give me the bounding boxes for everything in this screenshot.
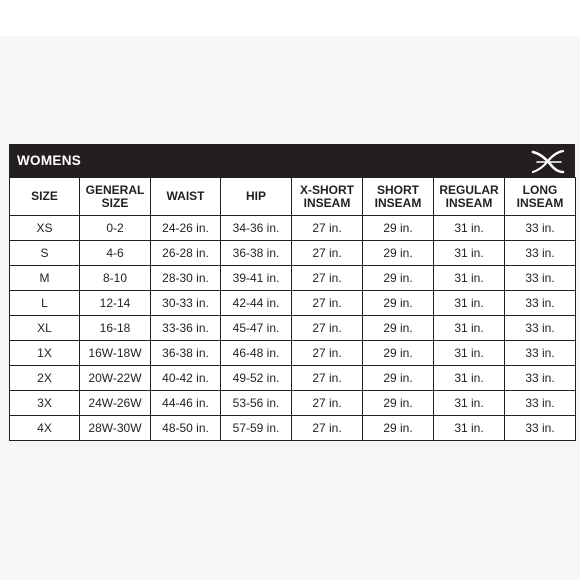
table-cell: 33 in. xyxy=(505,216,576,241)
table-cell: 2X xyxy=(10,366,80,391)
table-cell: 29 in. xyxy=(363,291,434,316)
table-row xyxy=(10,416,576,441)
table-cell: XS xyxy=(10,216,80,241)
chart-header xyxy=(9,144,575,177)
table-cell: 29 in. xyxy=(363,366,434,391)
table-cell: 28W-30W xyxy=(80,416,151,441)
table-cell: 28-30 in. xyxy=(151,266,221,291)
table-cell: M xyxy=(10,266,80,291)
table-cell: 27 in. xyxy=(292,341,363,366)
column-header: SHORT INSEAM xyxy=(363,178,434,216)
table-cell: 33-36 in. xyxy=(151,316,221,341)
table-cell: 33 in. xyxy=(505,416,576,441)
table-cell: 27 in. xyxy=(292,416,363,441)
table-cell: 1X xyxy=(10,341,80,366)
table-cell: 31 in. xyxy=(434,241,505,266)
table-cell: 42-44 in. xyxy=(221,291,292,316)
table-cell: 33 in. xyxy=(505,316,576,341)
table-cell: 24-26 in. xyxy=(151,216,221,241)
column-header: X-SHORT INSEAM xyxy=(292,178,363,216)
table-cell: 31 in. xyxy=(434,291,505,316)
table-cell: 3X xyxy=(10,391,80,416)
table-cell: 46-48 in. xyxy=(221,341,292,366)
table-cell: 27 in. xyxy=(292,366,363,391)
column-header: WAIST xyxy=(151,178,221,216)
table-cell: 31 in. xyxy=(434,416,505,441)
table-cell: 29 in. xyxy=(363,241,434,266)
brand-logo-icon xyxy=(531,148,565,174)
table-cell: 48-50 in. xyxy=(151,416,221,441)
table-cell: 31 in. xyxy=(434,316,505,341)
table-cell: 53-56 in. xyxy=(221,391,292,416)
table-row xyxy=(10,241,576,266)
table-cell: 33 in. xyxy=(505,366,576,391)
table-cell: 16-18 xyxy=(80,316,151,341)
table-cell: 33 in. xyxy=(505,291,576,316)
table-cell: 33 in. xyxy=(505,341,576,366)
table-cell: 36-38 in. xyxy=(221,241,292,266)
table-cell: 30-33 in. xyxy=(151,291,221,316)
table-cell: 33 in. xyxy=(505,241,576,266)
table-cell: 29 in. xyxy=(363,416,434,441)
table-cell: 26-28 in. xyxy=(151,241,221,266)
size-chart xyxy=(9,144,575,441)
table-cell: 31 in. xyxy=(434,391,505,416)
table-body xyxy=(10,216,576,441)
column-header: GENERAL SIZE xyxy=(80,178,151,216)
table-cell: 4-6 xyxy=(80,241,151,266)
column-header: SIZE xyxy=(10,178,80,216)
table-cell: 31 in. xyxy=(434,216,505,241)
table-cell: 27 in. xyxy=(292,216,363,241)
table-cell: 27 in. xyxy=(292,391,363,416)
table-cell: 8-10 xyxy=(80,266,151,291)
table-cell: 31 in. xyxy=(434,366,505,391)
table-cell: 36-38 in. xyxy=(151,341,221,366)
table-cell: 29 in. xyxy=(363,266,434,291)
table-cell: 40-42 in. xyxy=(151,366,221,391)
table-cell: 27 in. xyxy=(292,316,363,341)
table-cell: 27 in. xyxy=(292,266,363,291)
table-cell: 12-14 xyxy=(80,291,151,316)
table-cell: 24W-26W xyxy=(80,391,151,416)
table-cell: 27 in. xyxy=(292,241,363,266)
top-band xyxy=(0,0,580,36)
table-cell: 39-41 in. xyxy=(221,266,292,291)
table-row xyxy=(10,266,576,291)
table-row xyxy=(10,316,576,341)
table-cell: XL xyxy=(10,316,80,341)
table-cell: 57-59 in. xyxy=(221,416,292,441)
table-cell: 4X xyxy=(10,416,80,441)
table-row xyxy=(10,291,576,316)
table-cell: S xyxy=(10,241,80,266)
table-cell: 27 in. xyxy=(292,291,363,316)
table-cell: 33 in. xyxy=(505,391,576,416)
table-cell: 20W-22W xyxy=(80,366,151,391)
table-cell: 34-36 in. xyxy=(221,216,292,241)
table-cell: 29 in. xyxy=(363,316,434,341)
column-header: LONG INSEAM xyxy=(505,178,576,216)
table-cell: 0-2 xyxy=(80,216,151,241)
table-cell: 31 in. xyxy=(434,341,505,366)
table-cell: 29 in. xyxy=(363,216,434,241)
table-cell: 29 in. xyxy=(363,391,434,416)
table-row xyxy=(10,341,576,366)
table-cell: 49-52 in. xyxy=(221,366,292,391)
chart-title: WOMENS xyxy=(17,153,82,168)
table-cell: 45-47 in. xyxy=(221,316,292,341)
table-cell: 44-46 in. xyxy=(151,391,221,416)
table-row xyxy=(10,366,576,391)
column-header: HIP xyxy=(221,178,292,216)
table-cell: 31 in. xyxy=(434,266,505,291)
table-cell: 33 in. xyxy=(505,266,576,291)
table-cell: L xyxy=(10,291,80,316)
table-row xyxy=(10,391,576,416)
size-table xyxy=(9,177,576,441)
table-row xyxy=(10,216,576,241)
table-cell: 16W-18W xyxy=(80,341,151,366)
header-row xyxy=(10,178,576,216)
column-header: REGULAR INSEAM xyxy=(434,178,505,216)
table-cell: 29 in. xyxy=(363,341,434,366)
